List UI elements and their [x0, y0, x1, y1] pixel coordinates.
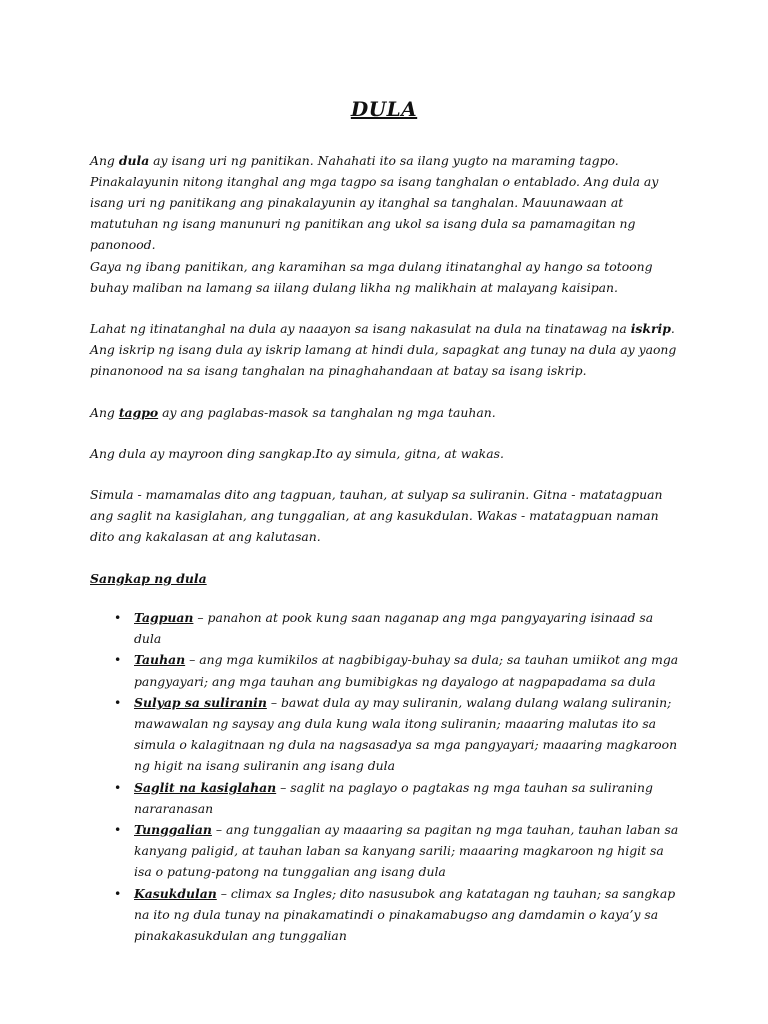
paragraph-text: Ang [90, 153, 119, 168]
bullet-icon: • [114, 885, 122, 901]
term-tagpo: tagpo [118, 405, 159, 420]
list-item-term: Tagpuan [134, 610, 194, 625]
list-item [114, 692, 684, 777]
paragraph-tagpo [90, 402, 680, 423]
list-item-term: Tunggalian [134, 822, 212, 838]
bullet-icon: • [114, 652, 122, 668]
paragraph-dula-definition [90, 150, 680, 255]
bullet-icon: • [114, 694, 122, 710]
list-item-text: – bawat dula ay may suliranin, walang dulang walang suliranin; mawawalan ng saysay ang dula kung wala itong suliranin; maaaring malutas ito sa simula o kalagitnaan ng dula na nagsasadya sa mga pangyayari; maaaring magkaroon ng higit na isang suliranin ang isang dula [134, 694, 678, 774]
bullet-icon: • [114, 779, 122, 795]
list-item-text: – saglit na paglayo o pagtakas ng mga tauhan sa suliraning nararanasan [134, 779, 653, 816]
paragraph-text: Lahat ng itinatanghal na dula ay naaayon sa isang nakasulat na dula na tinatawag na [90, 321, 631, 336]
list-item [114, 883, 684, 947]
list-item-term: Saglit na kasiglahan [134, 779, 277, 795]
term-iskrip: iskrip [630, 321, 671, 336]
paragraph-simula-gitna-wakas: Simula - mamamalas dito ang tagpuan, tauhan, at sulyap sa suliranin. Gitna - matatagpuan ang saglit na kasiglahan, ang tunggalian, at ang kasukdulan. Wakas - matatagpuan naman dito ang kakalasan at ang kalutasan. [90, 487, 663, 544]
list-item [114, 819, 684, 883]
list-item-text: – ang mga kumikilos at nagbibigay-buhay sa dula; sa tauhan umiikot ang mga pangyayari; ang mga tauhan ang bumibigkas ng dayalogo at nagpapadama sa dula [134, 652, 679, 689]
paragraph-text: ay isang uri ng panitikan. Nahahati ito sa ilang yugto na maraming tagpo. Pinakalayunin nitong itanghal ang mga tagpo sa isang tanghalan o entablado. Ang dula ay isang uri ng panitikang ang pinakalayunin ay itanghal sa tanghalan. Mauunawaan at matutuhan ng isang manunuri ng panitikan ang ukol sa isang dula sa pamamagitan ng panonood. [90, 153, 659, 252]
document-title: DULA [350, 97, 418, 121]
paragraph-iskrip [90, 318, 680, 381]
paragraph-text: . Ang iskrip ng isang dula ay iskrip lamang at hindi dula, sapagkat ang tunay na dula ay yaong pinanonood na sa isang tanghalan na pinaghahandaan at batay sa isang iskrip. [90, 321, 677, 378]
list-item [114, 777, 684, 819]
paragraph-text: ay ang paglabas-masok sa tanghalan ng mga tauhan. [158, 405, 496, 420]
bullet-icon: • [114, 822, 122, 838]
bullet-icon: • [114, 610, 122, 625]
list-item [114, 607, 684, 649]
term-dula: dula [118, 153, 150, 168]
list-item-term: Tauhan [134, 652, 186, 668]
list-item [114, 649, 684, 691]
list-item-text: – climax sa Ingles; dito nasusubok ang katatagan ng tauhan; sa sangkap na ito ng dula tunay na pinakamatindi o pinakamabugso ang damdamin o kaya’y sa pinakakasukdulan ang tunggalian [134, 885, 676, 944]
paragraph-sangkap-intro: Ang dula ay mayroon ding sangkap.Ito ay simula, gitna, at wakas. [90, 446, 504, 461]
list-item-term: Sulyap sa suliranin [134, 694, 267, 710]
list-item-text: – panahon at pook kung saan naganap ang mga pangyayaring isinaad sa dula [134, 610, 654, 647]
paragraph-text: Ang [90, 405, 119, 420]
list-item-term: Kasukdulan [134, 885, 217, 901]
sangkap-list [114, 607, 684, 946]
list-item-text: – ang tunggalian ay maaaring sa pagitan ng mga tauhan, tauhan laban sa kanyang paligid, at tauhan laban sa kanyang sarili; maaaring magkaroon ng higit sa isa o patung-patong na tunggalian ang isang dula [134, 822, 679, 880]
section-heading-sangkap: Sangkap ng dula [90, 571, 207, 586]
paragraph-gaya: Gaya ng ibang panitikan, ang karamihan sa mga dulang itinatanghal ay hango sa totoong buhay maliban na lamang sa iilang dulang likha ng malikhain at malayang kaisipan. [90, 259, 653, 295]
